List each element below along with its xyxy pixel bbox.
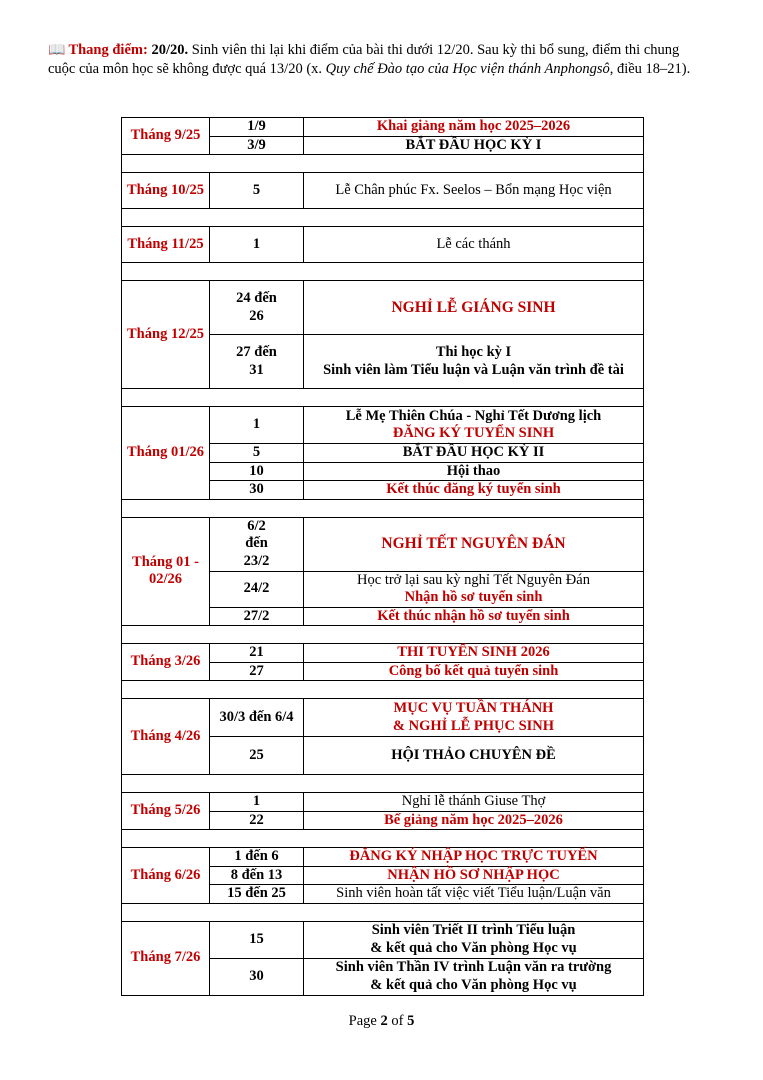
spacer-cell [122, 209, 644, 227]
event-description [304, 227, 644, 263]
calendar-row [122, 407, 644, 444]
event-line: Lễ Mẹ Thiên Chúa - Nghỉ Tết Dương lịch [345, 407, 602, 424]
grading-text: Sinh viên thi lại khi điểm của bài thi dưới 12/20. Sau kỳ thi bổ sung, điểm thi chung cuộc của môn học sẽ không được quá 13/20 (x. [48, 42, 680, 77]
event-line: THI TUYỂN SINH 2026 [397, 644, 550, 660]
event-description [304, 699, 644, 737]
event-description [304, 281, 644, 335]
month-label: Tháng 01 - 02/26 [122, 517, 210, 626]
page-footer [0, 1013, 763, 1030]
event-line: BẮT ĐẦU HỌC KỲ II [402, 444, 545, 460]
event-day: 27/2 [210, 607, 304, 626]
calendar-row [122, 227, 644, 263]
event-line: & kết quả cho Văn phòng Học vụ [370, 939, 577, 956]
event-line: & NGHỈ LỄ PHỤC SINH [392, 717, 555, 734]
event-day: 30 [210, 958, 304, 995]
event-description [304, 517, 644, 571]
event-line: Sinh viên làm Tiểu luận và Luận văn trình đề tài [323, 361, 624, 378]
month-label: Tháng 11/25 [122, 227, 210, 263]
month-label: Tháng 5/26 [122, 793, 210, 830]
event-line: NGHỈ TẾT NGUYÊN ĐÁN [381, 535, 566, 553]
spacer-cell [122, 499, 644, 517]
event-line: Nghỉ lễ thánh Giuse Thợ [401, 793, 546, 809]
event-line: ĐĂNG KÝ TUYỂN SINH [392, 425, 555, 441]
spacer-row [122, 830, 644, 848]
grading-text-end: , điều 18–21). [609, 61, 691, 77]
spacer-cell [122, 903, 644, 921]
event-line: Khai giảng năm học 2025–2026 [376, 118, 571, 134]
event-day: 22 [210, 811, 304, 830]
event-description [304, 885, 644, 904]
month-label: Tháng 10/25 [122, 173, 210, 209]
spacer-row [122, 155, 644, 173]
calendar-row [122, 921, 644, 958]
event-day: 24/2 [210, 571, 304, 607]
regulation-title: Quy chế Đào tạo của Học viện thánh Anphongsô [325, 61, 610, 77]
event-line: Thi học kỳ I [435, 344, 512, 360]
event-day: 1 [210, 227, 304, 263]
spacer-cell [122, 775, 644, 793]
event-day: 5 [210, 173, 304, 209]
month-label: Tháng 3/26 [122, 644, 210, 681]
month-label: Tháng 7/26 [122, 921, 210, 995]
event-day: 24 đến 26 [210, 281, 304, 335]
event-line: ĐĂNG KÝ NHẬP HỌC TRỰC TUYẾN [349, 848, 598, 864]
event-line: MỤC VỤ TUẦN THÁNH [393, 700, 554, 716]
event-description [304, 811, 644, 830]
event-day: 1 đến 6 [210, 848, 304, 867]
event-day: 1 [210, 407, 304, 444]
event-description [304, 118, 644, 137]
calendar-row [122, 848, 644, 867]
event-description [304, 136, 644, 155]
event-line: Bế giảng năm học 2025–2026 [384, 811, 563, 828]
spacer-row [122, 389, 644, 407]
spacer-row [122, 263, 644, 281]
month-label: Tháng 6/26 [122, 848, 210, 904]
spacer-row [122, 499, 644, 517]
calendar-row [122, 699, 644, 737]
event-line: Lễ các thánh [436, 235, 511, 252]
event-day: 10 [210, 462, 304, 481]
event-description [304, 462, 644, 481]
event-description [304, 335, 644, 389]
event-line: Nhận hồ sơ tuyển sinh [404, 589, 543, 605]
month-label: Tháng 12/25 [122, 281, 210, 389]
event-description [304, 958, 644, 995]
event-day: 15 [210, 921, 304, 958]
event-description [304, 866, 644, 885]
month-label: Tháng 4/26 [122, 699, 210, 775]
calendar-row [122, 644, 644, 663]
event-day: 27 [210, 662, 304, 681]
calendar-row [122, 118, 644, 137]
spacer-row [122, 209, 644, 227]
event-line: Sinh viên Triết II trình Tiểu luận [371, 922, 576, 938]
event-day: 21 [210, 644, 304, 663]
footer-prefix: Page [348, 1013, 381, 1029]
event-day: 5 [210, 444, 304, 463]
spacer-cell [122, 155, 644, 173]
event-day: 6/2 đến 23/2 [210, 517, 304, 571]
spacer-row [122, 775, 644, 793]
event-day: 25 [210, 737, 304, 775]
event-line: NHẬN HỒ SƠ NHẬP HỌC [387, 866, 560, 883]
event-day: 30/3 đến 6/4 [210, 699, 304, 737]
month-label: Tháng 9/25 [122, 118, 210, 155]
event-description [304, 644, 644, 663]
calendar-row [122, 517, 644, 571]
footer-of: of [387, 1013, 408, 1029]
event-description [304, 848, 644, 867]
event-line: & kết quả cho Văn phòng Học vụ [370, 976, 577, 993]
spacer-cell [122, 389, 644, 407]
event-line: Học trở lại sau kỳ nghỉ Tết Nguyên Đán [357, 571, 590, 588]
event-day: 1 [210, 793, 304, 812]
calendar-row [122, 793, 644, 812]
calendar-row [122, 173, 644, 209]
spacer-row [122, 626, 644, 644]
event-day: 1/9 [210, 118, 304, 137]
event-line: NGHỈ LỄ GIÁNG SINH [391, 298, 556, 316]
event-day: 8 đến 13 [210, 866, 304, 885]
event-line: Kết thúc nhận hồ sơ tuyển sinh [377, 607, 570, 624]
page-number: 2 [380, 1013, 388, 1029]
event-line: Công bố kết quả tuyển sinh [388, 662, 559, 679]
page-total: 5 [407, 1013, 415, 1029]
event-day: 3/9 [210, 136, 304, 155]
event-line: BẮT ĐẦU HỌC KỲ I [405, 136, 542, 153]
spacer-row [122, 903, 644, 921]
event-line: Lễ Chân phúc Fx. Seelos – Bổn mạng Học viện [335, 181, 612, 198]
event-description [304, 173, 644, 209]
event-line: Kết thúc đăng ký tuyển sinh [386, 481, 561, 497]
event-day: 27 đến 31 [210, 335, 304, 389]
spacer-cell [122, 626, 644, 644]
spacer-cell [122, 681, 644, 699]
event-line: HỘI THẢO CHUYÊN ĐỀ [391, 746, 556, 763]
event-line: Sinh viên Thần IV trình Luận văn ra trường [335, 959, 612, 975]
event-day: 15 đến 25 [210, 885, 304, 904]
academic-calendar-table [121, 117, 644, 996]
event-description [304, 662, 644, 681]
month-label: Tháng 01/26 [122, 407, 210, 500]
event-description [304, 793, 644, 812]
spacer-cell [122, 830, 644, 848]
grading-note [48, 41, 710, 79]
event-line: Sinh viên hoàn tất việc viết Tiểu luận/Luận văn [336, 885, 611, 901]
grading-label: Thang điểm: [68, 42, 148, 58]
event-description [304, 737, 644, 775]
book-icon: 📖 [48, 43, 66, 58]
spacer-row [122, 681, 644, 699]
event-day: 30 [210, 481, 304, 500]
event-description [304, 481, 644, 500]
spacer-cell [122, 263, 644, 281]
event-line: Hội thao [446, 462, 501, 479]
grading-score: 20/20. [151, 42, 189, 58]
event-description [304, 444, 644, 463]
event-description [304, 407, 644, 444]
calendar-row [122, 281, 644, 335]
event-description [304, 607, 644, 626]
event-description [304, 571, 644, 607]
event-description [304, 921, 644, 958]
